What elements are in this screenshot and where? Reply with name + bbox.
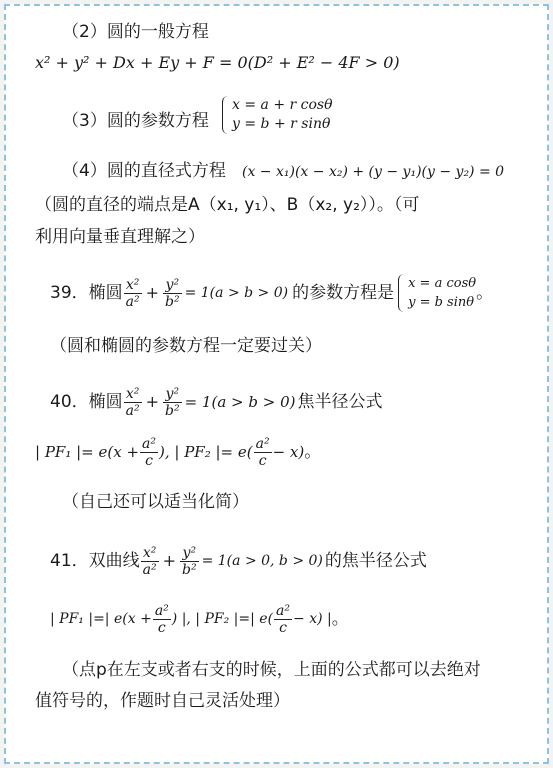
s40-prefix: 40．椭圆 (50, 392, 123, 412)
s41-condition: = 1(a > 0, b > 0) (201, 553, 323, 569)
s40-f2-right: − x) (272, 443, 305, 461)
s40-frac-y-den: b² (165, 402, 180, 419)
s41-plus: + (162, 551, 177, 570)
s41-radius-formula (50, 594, 349, 644)
s40-f1-frac (140, 436, 158, 469)
s41-f1-frac (153, 603, 171, 636)
s39-prefix: 39．椭圆 (50, 283, 123, 303)
s39-note: （圆和椭圆的参数方程一定要过关） (50, 336, 322, 356)
s41-note-line2: 值符号的，作题时自己灵活处理） (35, 691, 290, 711)
s41-f2-frac (274, 603, 292, 636)
s41-end: 。 (331, 609, 349, 629)
s39-eq1: x = a cosθ (408, 276, 477, 291)
s3-eq2: y = b + r sinθ (232, 116, 331, 132)
s39-row (50, 268, 493, 318)
s4-note-line2: 利用向量垂直理解之） (35, 227, 205, 247)
s39-plus: + (145, 283, 160, 302)
s40-f1-frac-den: c (145, 452, 153, 469)
s4-note-line1: （圆的直径的端点是A（x₁, y₁）、B（x₂, y₂））。（可 (35, 195, 420, 215)
s40-frac-x-num: x² (124, 386, 142, 403)
s40-f1-frac-num: a² (142, 435, 156, 452)
s3-heading: （3）圆的参数方程 (62, 111, 209, 131)
s41-row (50, 536, 427, 586)
s41-frac-x-num: x² (141, 545, 159, 562)
s39-equation-system (398, 274, 476, 312)
s40-suffix: 焦半径公式 (297, 392, 383, 412)
s39-frac-x (124, 277, 142, 310)
s41-note-line1: （点p在左支或者右支的时候，上面的公式都可以去绝对 (62, 660, 481, 680)
s39-middle: 的参数方程是 (292, 283, 395, 303)
s40-frac-y (163, 386, 182, 419)
s2-heading: （2）圆的一般方程 (62, 22, 209, 42)
s40-frac-x (124, 386, 142, 419)
s41-frac-y-num: y² (180, 545, 199, 562)
s41-f1-right: ) |, | PF₂ |=| e( (171, 611, 274, 627)
s41-suffix: 的焦半径公式 (324, 551, 427, 571)
s40-f1-right: ), | PF₂ |= e( (159, 443, 253, 461)
s41-prefix: 41．双曲线 (50, 551, 140, 571)
s41-f2-frac-num: a² (276, 602, 291, 619)
s40-f1-left: | PF₁ |= e(x + (35, 443, 140, 461)
s41-frac-x-den: a² (142, 561, 157, 578)
s2-formula: x² + y² + Dx + Ey + F = 0(D² + E² − 4F > 0) (35, 53, 400, 72)
s41-frac-x (141, 545, 159, 578)
s40-row (50, 377, 382, 427)
s39-eq2: y = b sinθ (408, 295, 475, 310)
s40-f2-frac-den: c (258, 452, 267, 469)
s41-f2-frac-den: c (279, 619, 287, 636)
s40-plus: + (145, 392, 160, 411)
s39-frac-y-den: b² (165, 293, 180, 310)
s40-frac-x-den: a² (125, 402, 140, 419)
s41-frac-y (180, 545, 199, 578)
s39-frac-y (163, 277, 182, 310)
s40-radius-formula (35, 427, 321, 477)
s40-condition: = 1(a > b > 0) (184, 393, 296, 411)
s39-frac-y-num: y² (163, 277, 182, 294)
s3-brace (222, 96, 231, 134)
s41-f2-right: − x) | (293, 611, 332, 627)
s40-end: 。 (304, 442, 322, 462)
s39-frac-x-den: a² (125, 293, 140, 310)
s41-f1-frac-num: a² (154, 602, 169, 619)
s3-equation-system (222, 96, 333, 134)
s39-condition: = 1(a > b > 0) (184, 285, 289, 301)
s40-f2-frac-num: a² (255, 435, 270, 452)
s41-frac-y-den: b² (182, 561, 197, 578)
s3-eq1: x = a + r cosθ (232, 97, 333, 113)
s41-f1-left: | PF₁ |=| e(x + (50, 611, 152, 627)
s4-formula: (x − x₁)(x − x₂) + (y − y₁)(y − y₂) = 0 (242, 164, 505, 180)
s39-end: 。 (476, 283, 494, 303)
s39-brace (398, 274, 407, 312)
s41-f1-frac-den: c (157, 619, 166, 636)
s39-frac-x-num: x² (124, 277, 142, 294)
s40-f2-frac (254, 436, 272, 469)
s40-frac-y-num: y² (163, 386, 182, 403)
s4-heading: （4）圆的直径式方程 (62, 161, 226, 181)
s40-note: （自己还可以适当化简） (62, 492, 249, 512)
